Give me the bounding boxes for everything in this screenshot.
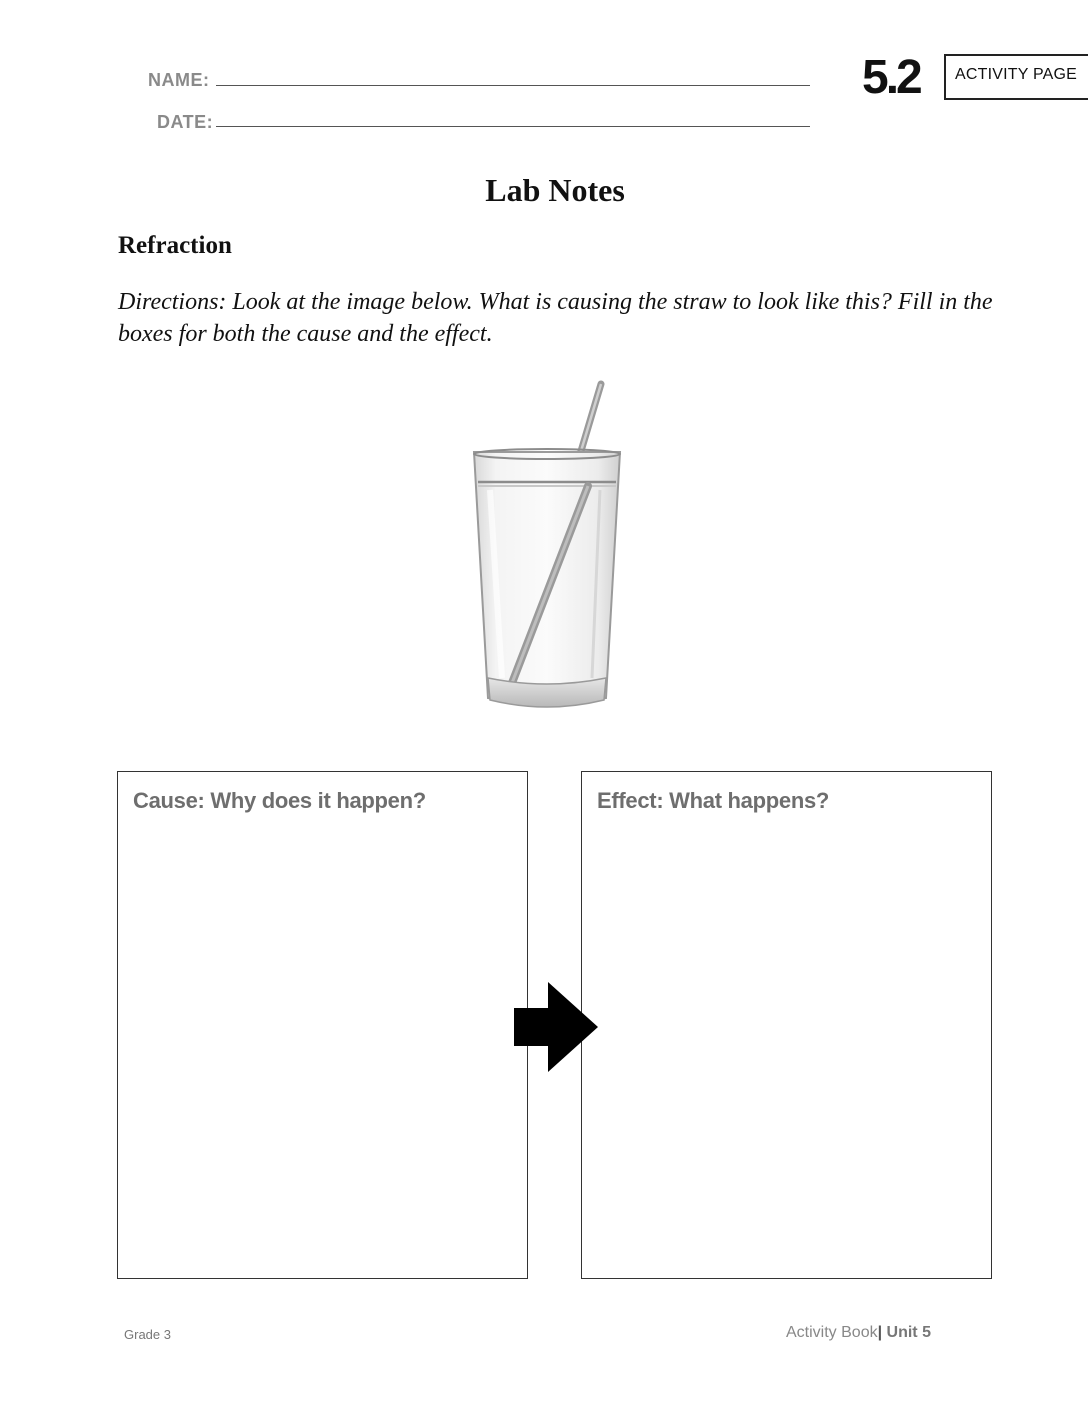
footer-book-unit [786, 1324, 931, 1342]
cause-heading: Cause: Why does it happen? [133, 788, 426, 813]
arrow-right-icon [512, 980, 600, 1074]
footer-book: Activity Book [786, 1324, 878, 1341]
cause-box[interactable] [117, 771, 528, 1279]
effect-heading: Effect: What happens? [597, 788, 830, 813]
activity-number: 5.2 [862, 51, 920, 104]
name-field[interactable] [216, 84, 810, 86]
page-title: Lab Notes [485, 172, 625, 208]
footer-grade: Grade 3 [124, 1327, 171, 1342]
glass-with-straw-icon [460, 378, 630, 718]
directions-text: Directions: Look at the image below. What is causing the straw to look like this? Fill in the boxes for both the cause and the effect. [118, 289, 993, 347]
name-label: NAME: [148, 70, 210, 90]
activity-page-label: ACTIVITY PAGE [955, 66, 1078, 83]
footer-separator: | [877, 1324, 883, 1341]
footer-unit: Unit 5 [886, 1324, 931, 1341]
effect-box[interactable] [581, 771, 992, 1279]
date-label: DATE: [157, 112, 214, 132]
section-title: Refraction [118, 232, 232, 259]
date-field[interactable] [216, 125, 810, 127]
